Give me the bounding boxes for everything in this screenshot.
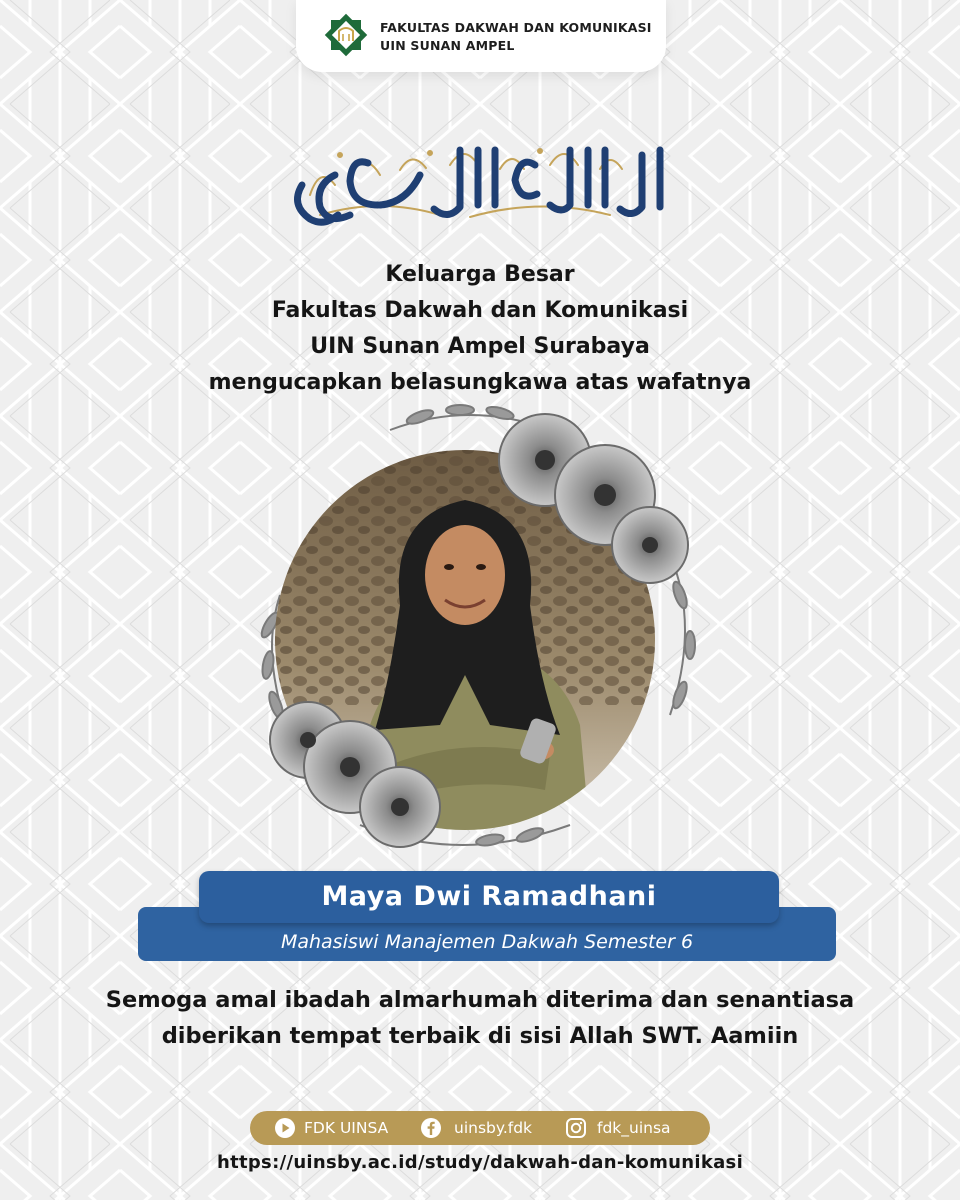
institution-subname: UIN SUNAN AMPEL bbox=[380, 38, 515, 53]
website-url[interactable]: https://uinsby.ac.id/study/dakwah-dan-komunikasi bbox=[216, 1152, 744, 1173]
deceased-description: Mahasiswi Manajemen Dakwah Semester 6 bbox=[280, 931, 694, 953]
deceased-name: Maya Dwi Ramadhani bbox=[321, 881, 657, 912]
portrait-wreath bbox=[240, 395, 720, 865]
condolence-intro bbox=[0, 257, 960, 401]
calligraphy-artwork bbox=[280, 135, 680, 245]
header-tab bbox=[296, 0, 666, 72]
intro-line-3: UIN Sunan Ampel Surabaya bbox=[310, 334, 650, 359]
intro-line-4: mengucapkan belasungkawa atas wafatnya bbox=[208, 370, 752, 395]
instagram-link[interactable]: fdk_uinsa bbox=[597, 1119, 671, 1137]
instagram-icon[interactable] bbox=[565, 1117, 587, 1139]
youtube-link[interactable]: FDK UINSA bbox=[304, 1119, 389, 1137]
institution-name: FAKULTAS DAKWAH DAN KOMUNIKASI bbox=[380, 20, 652, 35]
uinsa-logo-icon bbox=[324, 13, 368, 57]
facebook-icon[interactable] bbox=[420, 1117, 442, 1139]
youtube-icon[interactable] bbox=[274, 1117, 296, 1139]
intro-line-1: Keluarga Besar bbox=[385, 262, 575, 287]
prayer-line-1: Semoga amal ibadah almarhumah diterima dan senantiasa bbox=[105, 987, 855, 1013]
intro-line-2: Fakultas Dakwah dan Komunikasi bbox=[271, 298, 689, 323]
facebook-link[interactable]: uinsby.fdk bbox=[454, 1119, 533, 1137]
prayer-line-2: diberikan tempat terbaik di sisi Allah SWT. Aamiin bbox=[161, 1023, 799, 1049]
prayer-text bbox=[0, 982, 960, 1054]
